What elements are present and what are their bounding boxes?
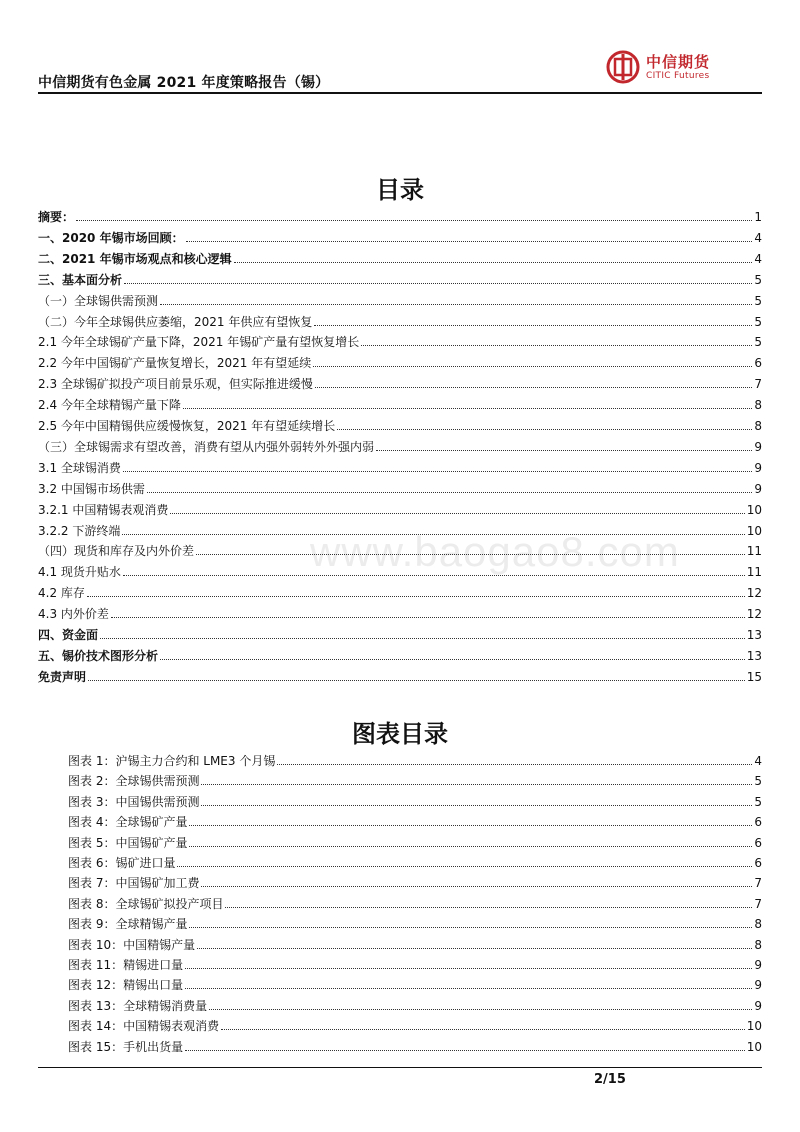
figure-entry-page: 4 bbox=[754, 754, 762, 768]
toc-entry-page: 5 bbox=[754, 314, 762, 329]
toc-entry-label: 3.2.1 中国精锡表观消费 bbox=[38, 502, 169, 517]
dot-leader bbox=[234, 261, 752, 263]
figure-entry-page: 5 bbox=[754, 794, 762, 809]
toc-entry[interactable] bbox=[38, 580, 762, 600]
dot-leader bbox=[160, 303, 752, 305]
dot-leader bbox=[100, 637, 745, 639]
dot-leader bbox=[376, 449, 752, 451]
toc-entry[interactable] bbox=[38, 350, 762, 370]
logo-text-en: CITIC Futures bbox=[646, 71, 710, 81]
dot-leader bbox=[337, 428, 752, 430]
citic-logo-icon bbox=[606, 50, 640, 84]
figure-entry[interactable] bbox=[68, 768, 762, 788]
dot-leader bbox=[122, 533, 744, 535]
dot-leader bbox=[189, 845, 752, 847]
toc-entry-page: 9 bbox=[754, 439, 762, 454]
toc-entry[interactable] bbox=[38, 664, 762, 684]
dot-leader bbox=[185, 967, 752, 969]
toc-entry[interactable] bbox=[38, 392, 762, 412]
toc-entry-page: 13 bbox=[746, 648, 762, 663]
toc-entry[interactable] bbox=[38, 559, 762, 579]
toc-entry-label: 4.2 库存 bbox=[38, 586, 85, 601]
toc-heading: 目录 bbox=[376, 176, 424, 204]
toc-entry-page: 8 bbox=[754, 398, 762, 413]
toc-entry-label: 2.4 今年全球精锡产量下降 bbox=[38, 398, 181, 413]
toc-entry-label: 摘要： bbox=[38, 210, 75, 224]
toc-entry[interactable] bbox=[38, 371, 762, 391]
dot-leader bbox=[76, 219, 752, 221]
dot-leader bbox=[201, 804, 752, 806]
figure-entry-page: 10 bbox=[746, 1039, 762, 1054]
figure-entry-page: 6 bbox=[754, 835, 762, 850]
toc-entry-page: 15 bbox=[746, 669, 762, 684]
toc-entry[interactable] bbox=[38, 246, 762, 266]
dot-leader bbox=[147, 491, 752, 493]
figure-entry-label: 图表 8：全球锡矿拟投产项目 bbox=[68, 896, 224, 911]
dot-leader bbox=[361, 344, 752, 346]
figure-entry[interactable] bbox=[68, 830, 762, 850]
toc-entry[interactable] bbox=[38, 643, 762, 663]
figure-entry-label: 图表 1：沪锡主力合约和 LME3 个月锡 bbox=[68, 754, 276, 768]
footer-divider bbox=[38, 1067, 762, 1068]
toc-entry-label: 一、2020 年锡市场回顾： bbox=[38, 230, 184, 245]
figure-entry-label: 图表 2：全球锡供需预测 bbox=[68, 774, 200, 789]
toc-entry-label: 3.2.2 下游终端 bbox=[38, 523, 121, 538]
figure-entry-label: 图表 4：全球锡矿产量 bbox=[68, 815, 188, 830]
report-title: 中信期货有色金属 2021 年度策略报告（锡） bbox=[38, 75, 330, 91]
dot-leader bbox=[124, 282, 752, 284]
dot-leader bbox=[123, 574, 745, 576]
toc-entry-page: 10 bbox=[746, 523, 762, 538]
toc-entry-label: （三）全球锡需求有望改善，消费有望从内强外弱转外外强内弱 bbox=[38, 439, 375, 454]
toc-entry[interactable] bbox=[38, 204, 762, 224]
logo-text-cn: 中信期货 bbox=[646, 53, 711, 71]
dot-leader bbox=[225, 906, 752, 908]
toc-entry[interactable] bbox=[38, 413, 762, 433]
toc-entry-page: 4 bbox=[754, 230, 762, 245]
figure-entry[interactable] bbox=[68, 891, 762, 911]
toc-entry-page: 5 bbox=[754, 293, 762, 308]
toc-entry[interactable] bbox=[38, 476, 762, 496]
toc-entry[interactable] bbox=[38, 267, 762, 287]
dot-leader bbox=[189, 926, 752, 928]
toc-entry-label: 二、2021 年锡市场观点和核心逻辑 bbox=[38, 251, 232, 266]
dot-leader bbox=[277, 763, 752, 765]
toc-entry-label: 2.3 全球锡矿拟投产项目前景乐观，但实际推进缓慢 bbox=[38, 377, 313, 392]
toc-entry[interactable] bbox=[38, 329, 762, 349]
figure-entry-page: 7 bbox=[754, 876, 762, 891]
toc-entry-page: 5 bbox=[754, 335, 762, 350]
figure-entry-label: 图表 6：锡矿进口量 bbox=[68, 856, 176, 870]
figure-entry[interactable] bbox=[68, 748, 762, 768]
toc-entry-label: （二）今年全球锡供应萎缩，2021 年供应有望恢复 bbox=[38, 314, 313, 329]
dot-leader bbox=[201, 885, 752, 887]
toc-entry[interactable] bbox=[38, 497, 762, 517]
toc-entry-page: 5 bbox=[754, 272, 762, 287]
dot-leader bbox=[315, 386, 752, 388]
toc-entry-page: 12 bbox=[746, 586, 762, 601]
dot-leader bbox=[313, 365, 752, 367]
toc-entry[interactable] bbox=[38, 601, 762, 621]
figure-entry[interactable] bbox=[68, 972, 762, 992]
toc-entry-page: 7 bbox=[754, 377, 762, 392]
figure-entry[interactable] bbox=[68, 850, 762, 870]
dot-leader bbox=[123, 470, 752, 472]
figure-entry-label: 图表 12：精锡出口量 bbox=[68, 978, 184, 993]
toc-entry[interactable] bbox=[38, 622, 762, 642]
dot-leader bbox=[186, 240, 752, 242]
citic-futures-logo bbox=[606, 50, 746, 86]
dot-leader bbox=[314, 324, 752, 326]
toc-entry-page: 12 bbox=[746, 607, 762, 622]
figure-entry[interactable] bbox=[68, 911, 762, 931]
figure-entry-page: 9 bbox=[754, 958, 762, 972]
dot-leader bbox=[87, 595, 745, 597]
dot-leader bbox=[209, 1008, 752, 1010]
dot-leader bbox=[160, 658, 745, 660]
header-divider bbox=[38, 92, 762, 94]
figure-entry[interactable] bbox=[68, 789, 762, 809]
figure-entry[interactable] bbox=[68, 1013, 762, 1033]
toc-entry-page: 13 bbox=[746, 628, 762, 642]
dot-leader bbox=[177, 865, 752, 867]
figure-entry-label: 图表 5：中国锡矿产量 bbox=[68, 835, 188, 850]
figure-entry[interactable] bbox=[68, 952, 762, 972]
toc-entry-label: 2.5 今年中国精锡供应缓慢恢复，2021 年有望延续增长 bbox=[38, 419, 336, 433]
toc-entry-label: 五、锡价技术图形分析 bbox=[38, 648, 159, 663]
toc-entry[interactable] bbox=[38, 434, 762, 454]
figure-entry-page: 6 bbox=[754, 856, 762, 870]
figure-entry[interactable] bbox=[68, 809, 762, 829]
toc-entry-label: 4.1 现货升贴水 bbox=[38, 565, 121, 580]
toc-entry[interactable] bbox=[38, 538, 762, 558]
figure-index-heading: 图表目录 bbox=[352, 720, 448, 748]
figure-entry-page: 10 bbox=[746, 1019, 762, 1034]
toc-entry[interactable] bbox=[38, 518, 762, 538]
toc-entry-page: 6 bbox=[754, 356, 762, 371]
toc-entry-page: 11 bbox=[746, 565, 762, 580]
toc-entry-label: 四、资金面 bbox=[38, 628, 99, 642]
toc-entry[interactable] bbox=[38, 455, 762, 475]
figure-entry-label: 图表 9：全球精锡产量 bbox=[68, 917, 188, 932]
dot-leader bbox=[88, 679, 745, 681]
figure-entry-label: 图表 15：手机出货量 bbox=[68, 1039, 184, 1054]
dot-leader bbox=[197, 947, 752, 949]
figure-entry-page: 9 bbox=[754, 998, 762, 1013]
toc-entry-page: 11 bbox=[746, 544, 762, 559]
figure-entry-page: 5 bbox=[754, 774, 762, 789]
toc-entry-label: （四）现货和库存及内外价差 bbox=[38, 544, 195, 559]
toc-entry[interactable] bbox=[38, 309, 762, 329]
dot-leader bbox=[196, 553, 745, 555]
figure-entry-label: 图表 13：全球精锡消费量 bbox=[68, 998, 208, 1013]
dot-leader bbox=[183, 407, 752, 409]
toc-entry-page: 1 bbox=[754, 210, 762, 224]
toc-entry-label: 免责声明 bbox=[38, 669, 87, 684]
figure-entry[interactable] bbox=[68, 870, 762, 890]
dot-leader bbox=[185, 987, 752, 989]
toc-entry-label: 3.1 全球锡消费 bbox=[38, 460, 121, 475]
figure-entry-label: 图表 3：中国锡供需预测 bbox=[68, 794, 200, 809]
figure-entry-label: 图表 14：中国精锡表观消费 bbox=[68, 1019, 220, 1034]
toc-entry-label: 三、基本面分析 bbox=[38, 272, 123, 287]
figure-entry-page: 6 bbox=[754, 815, 762, 830]
toc-entry-label: （一）全球锡供需预测 bbox=[38, 293, 159, 308]
toc-entry[interactable] bbox=[38, 288, 762, 308]
figure-entry-label: 图表 7：中国锡矿加工费 bbox=[68, 876, 200, 891]
toc-entry-page: 8 bbox=[754, 419, 762, 433]
figure-entry-page: 9 bbox=[754, 978, 762, 993]
dot-leader bbox=[189, 824, 752, 826]
figure-entry-page: 8 bbox=[754, 937, 762, 952]
toc-entry-page: 10 bbox=[746, 502, 762, 517]
dot-leader bbox=[221, 1028, 745, 1030]
figure-entry[interactable] bbox=[68, 932, 762, 952]
toc-entry-label: 3.2 中国锡市场供需 bbox=[38, 481, 145, 496]
toc-entry-page: 4 bbox=[754, 251, 762, 266]
figure-entry-page: 8 bbox=[754, 917, 762, 932]
dot-leader bbox=[201, 783, 752, 785]
dot-leader bbox=[111, 616, 745, 618]
toc-entry-page: 9 bbox=[754, 481, 762, 496]
figure-entry[interactable] bbox=[68, 993, 762, 1013]
toc-entry-page: 9 bbox=[754, 460, 762, 475]
figure-entry-page: 7 bbox=[754, 896, 762, 911]
figure-entry[interactable] bbox=[68, 1034, 762, 1054]
watermark: www.baogao8.com bbox=[310, 528, 680, 575]
page-number: 2/15 bbox=[594, 1072, 626, 1087]
toc-entry-label: 2.2 今年中国锡矿产量恢复增长，2021 年有望延续 bbox=[38, 356, 312, 371]
toc-entry[interactable] bbox=[38, 225, 762, 245]
toc-entry-label: 2.1 今年全球锡矿产量下降，2021 年锡矿产量有望恢复增长 bbox=[38, 335, 360, 350]
figure-entry-label: 图表 11：精锡进口量 bbox=[68, 958, 184, 972]
figure-entry-label: 图表 10：中国精锡产量 bbox=[68, 937, 196, 952]
toc-entry-label: 4.3 内外价差 bbox=[38, 607, 109, 622]
dot-leader bbox=[185, 1049, 745, 1051]
dot-leader bbox=[170, 512, 744, 514]
